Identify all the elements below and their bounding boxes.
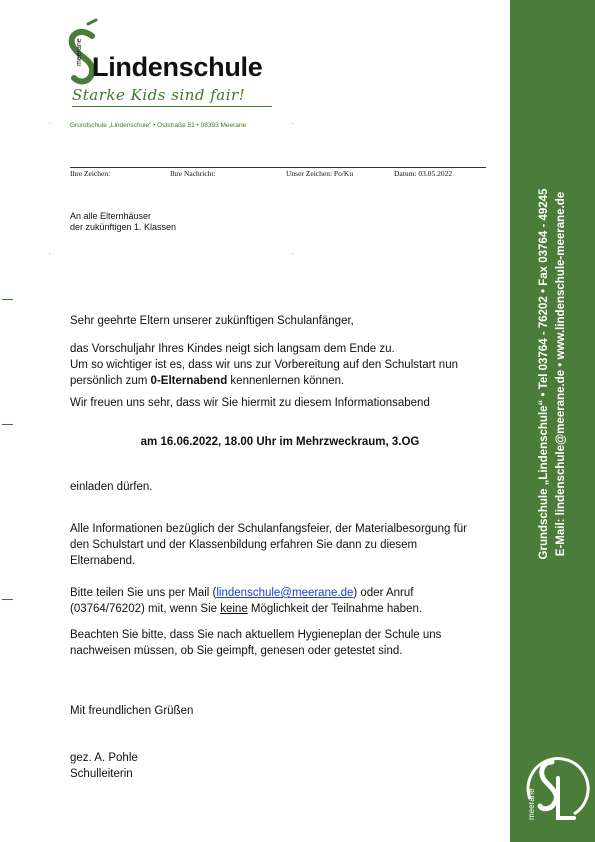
window-mark: .	[292, 250, 294, 256]
paragraph-3: einladen dürfen.	[70, 481, 153, 493]
logo-title: Lindenschule	[92, 52, 263, 82]
recipient-line-2: der zukünftigen 1. Klassen	[70, 222, 177, 232]
paragraph-5-line-1	[70, 585, 490, 601]
ref-ihre-zeichen: Ihre Zeichen:	[70, 169, 111, 178]
window-mark: .	[49, 120, 51, 126]
paragraph-6	[70, 627, 490, 659]
fold-mark	[2, 424, 13, 425]
logo-subtitle: meerane	[76, 38, 83, 66]
paragraph-1-line-2: Um so wichtiger ist es, dass wir uns zur Vorbereitung auf den Schulstart nun	[70, 359, 458, 371]
window-mark: .	[49, 250, 51, 256]
paragraph-1	[70, 341, 490, 389]
text-run: Möglichkeit der Teilnahme haben.	[247, 603, 423, 615]
signature-role: Schulleiterin	[70, 768, 133, 780]
fold-mark	[2, 299, 13, 300]
paragraph-4	[70, 521, 490, 569]
window-mark: .	[292, 120, 294, 126]
sidebar-contact	[536, 134, 570, 614]
logo-slogan: Starke Kids sind fair!	[72, 86, 246, 104]
recipient-line-1: An alle Elternhäuser	[70, 211, 152, 221]
text-run: Bitte teilen Sie uns per Mail (	[70, 587, 217, 599]
text-run: persönlich zum	[70, 375, 151, 387]
paragraph-6-line-2: nachweisen müssen, ob Sie geimpft, genesen oder getestet sind.	[70, 645, 403, 657]
paragraph-5-line-2	[70, 601, 490, 617]
ref-ihre-nachricht: Ihre Nachricht:	[170, 169, 216, 178]
text-run: kennenlernen können.	[227, 375, 345, 387]
ref-unser-zeichen: Unser Zeichen: Po/Ku	[286, 169, 354, 178]
event-details: am 16.06.2022, 18.00 Uhr im Mehrzweckraum, 3.OG	[140, 436, 420, 448]
closing: Mit freundlichen Grüßen	[70, 705, 194, 717]
paragraph-5	[70, 585, 490, 617]
paragraph-4-line-3: Elternabend.	[70, 555, 136, 567]
sidebar-contact-line-2: E-Mail: lindenschule@meerane.de • www.lindenschule-meerane.de	[555, 191, 567, 557]
signature	[70, 750, 490, 782]
fold-mark	[2, 599, 13, 600]
paragraph-2: Wir freuen uns sehr, dass wir Sie hiermit zu diesem Informationsabend	[70, 397, 430, 409]
event-name-bold: 0-Elternabend	[150, 375, 228, 387]
text-run: (03764/76202) mit, wenn Sie	[70, 603, 221, 615]
logo-underline	[72, 106, 272, 107]
sidebar-logo-subtitle: meerane	[527, 788, 536, 820]
sender-address-line: Grundschule „Lindenschule“ • Oststraße 51 • 08393 Meerane	[70, 122, 247, 129]
paragraph-1-line-3	[70, 373, 490, 389]
paragraph-4-line-1: Alle Informationen bezüglich der Schulanfangsfeier, der Materialbesorgung für	[70, 523, 467, 535]
paragraph-1-line-1: das Vorschuljahr Ihres Kindes neigt sich langsam dem Ende zu.	[70, 343, 395, 355]
sidebar-contact-line-1: Grundschule „Lindenschule“ • Tel 03764 - 76202 • Fax 03764 - 49245	[538, 188, 550, 560]
paragraph-4-line-2: den Schulstart und der Klassenbildung erfahren Sie dann zu diesem	[70, 539, 418, 551]
text-run: ) oder Anruf	[353, 587, 414, 599]
email-link[interactable]: lindenschule@meerane.de	[216, 587, 354, 599]
signature-name: gez. A. Pohle	[70, 752, 138, 764]
ref-datum: Datum: 03.05.2022	[394, 169, 453, 178]
sidebar-logo-icon	[512, 744, 592, 834]
reference-rule	[70, 167, 486, 168]
paragraph-6-line-1: Beachten Sie bitte, dass Sie nach aktuellem Hygieneplan der Schule uns	[70, 629, 442, 641]
underlined-word: keine	[220, 603, 248, 615]
salutation: Sehr geehrte Eltern unserer zukünftigen Schulanfänger,	[70, 315, 354, 327]
